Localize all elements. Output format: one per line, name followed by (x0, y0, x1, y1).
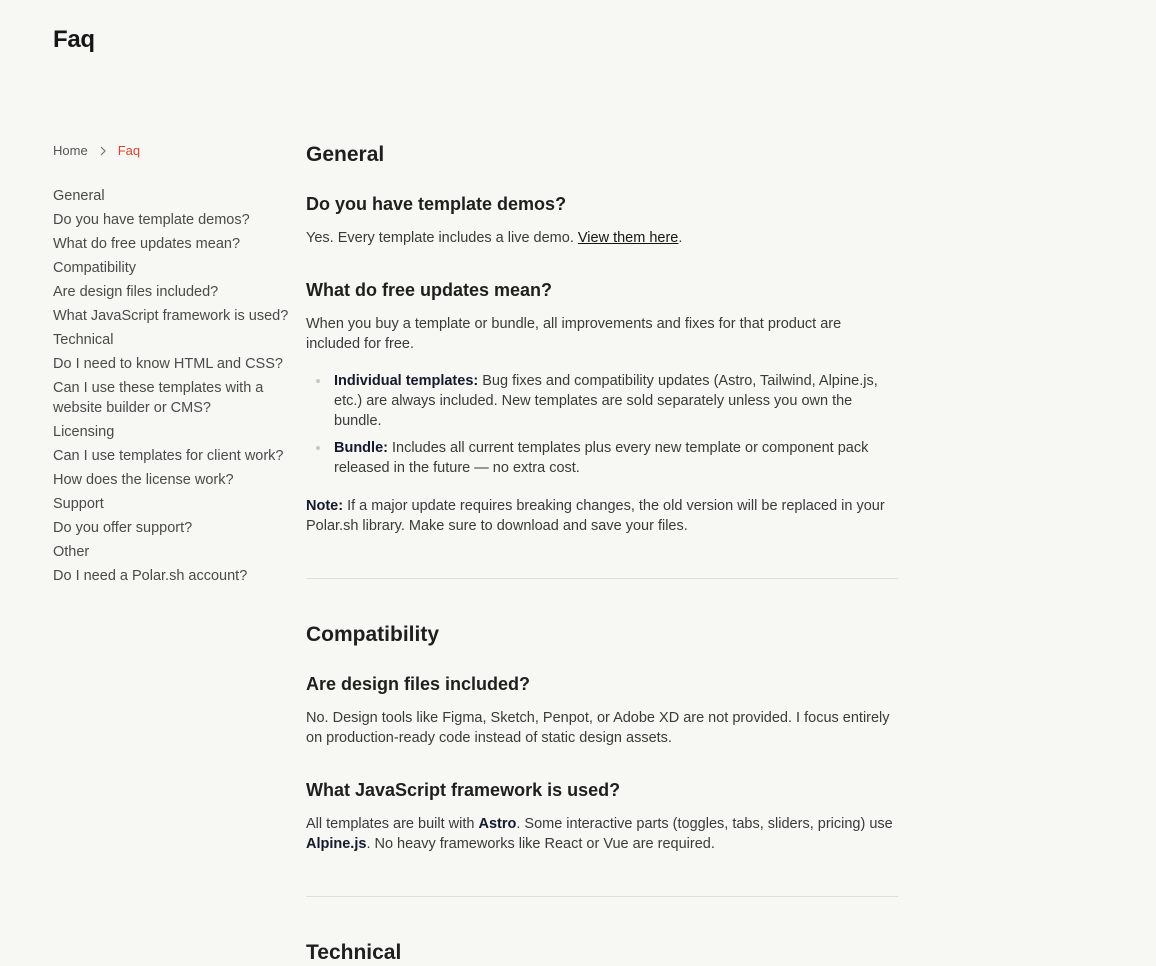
toc-link-support[interactable]: Support (53, 496, 104, 512)
toc-link-license-work[interactable]: How does the license work? (53, 472, 234, 488)
toc-link-compatibility[interactable]: Compatibility (53, 260, 136, 276)
question-template-demos: Do you have template demos? (306, 194, 567, 214)
section-divider (306, 896, 898, 897)
answer-free-updates-intro: When you buy a template or bundle, all improvements and fixes for that product are included for free. (306, 316, 842, 352)
toc-link-free-updates[interactable]: What do free updates mean? (53, 236, 241, 252)
section-compatibility (306, 622, 898, 854)
section-title-technical: Technical (306, 941, 402, 964)
page-title: Faq (53, 26, 95, 53)
list-item: Bundle: Includes all current templates plus every new template or component pack released in the future — no extra cost. (306, 438, 898, 478)
section-divider (306, 578, 898, 579)
question-design-files: Are design files included? (306, 674, 531, 694)
toc-link-general[interactable]: General (53, 188, 105, 204)
toc-link-design-files[interactable]: Are design files included? (53, 284, 219, 300)
answer-template-demos: Yes. Every template includes a live demo. View them here. (306, 230, 683, 246)
toc-link-html-css[interactable]: Do I need to know HTML and CSS? (53, 356, 283, 372)
section-general (306, 142, 898, 536)
answer-javascript-framework: All templates are built with Astro. Some interactive parts (toggles, tabs, sliders, pricing) use Alpine.js. No heavy frameworks like React or Vue are required. (306, 816, 893, 852)
toc-link-javascript-framework[interactable]: What JavaScript framework is used? (53, 308, 289, 324)
toc-link-licensing[interactable]: Licensing (53, 424, 115, 440)
answer-free-updates-note: Note: If a major update requires breaking changes, the old version will be replaced in your Polar.sh library. Make sure to download and save your files. (306, 498, 885, 534)
chevron-right-icon (88, 146, 118, 156)
faq-content (306, 142, 898, 966)
toc-link-other[interactable]: Other (53, 544, 90, 560)
toc-link-offer-support[interactable]: Do you offer support? (53, 520, 193, 536)
toc-link-polar-account[interactable]: Do I need a Polar.sh account? (53, 568, 248, 584)
question-free-updates: What do free updates mean? (306, 280, 553, 300)
breadcrumb-current: Faq (117, 143, 141, 158)
toc-link-technical[interactable]: Technical (53, 332, 114, 348)
view-demos-link[interactable]: View them here (577, 230, 679, 246)
toc-sidebar (53, 184, 293, 588)
toc-link-template-demos[interactable]: Do you have template demos? (53, 212, 250, 228)
list-item: Individual templates: Bug fixes and compatibility updates (Astro, Tailwind, Alpine.js, etc.) are always included. New templates are sold separately unless you own the bundle. (306, 371, 898, 431)
toc-link-website-builder[interactable]: Can I use these templates with a website builder or CMS? (53, 380, 264, 416)
free-updates-list (306, 371, 898, 478)
answer-design-files: No. Design tools like Figma, Sketch, Penpot, or Adobe XD are not provided. I focus entirely on production‑ready code instead of static design assets. (306, 710, 890, 746)
section-title-compatibility: Compatibility (306, 623, 440, 646)
breadcrumb (53, 143, 140, 158)
section-technical (306, 940, 898, 966)
question-javascript-framework: What JavaScript framework is used? (306, 780, 621, 800)
toc-link-client-work[interactable]: Can I use templates for client work? (53, 448, 284, 464)
breadcrumb-home-link[interactable]: Home (53, 143, 88, 158)
section-title-general: General (306, 143, 385, 166)
